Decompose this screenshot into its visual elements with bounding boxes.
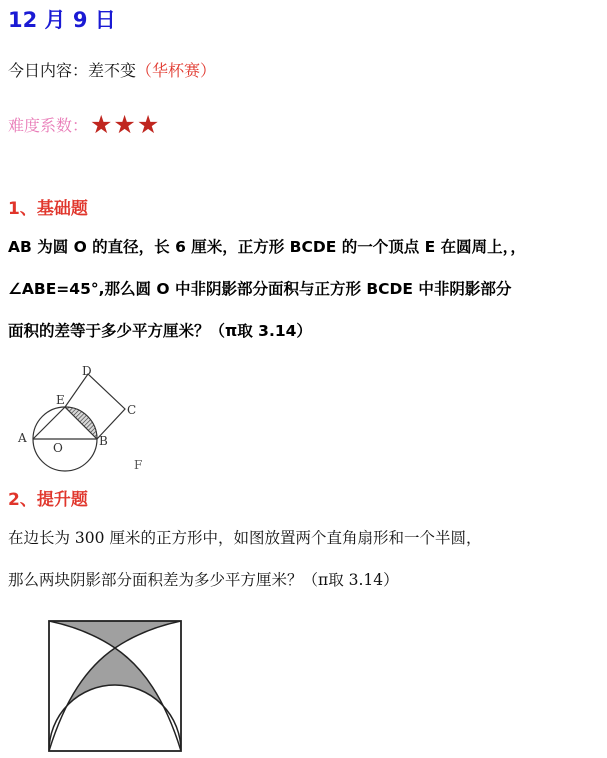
section2-line-1: 在边长为 300 厘米的正方形中，如图放置两个直角扇形和一个半圆， xyxy=(8,529,482,547)
stray-mark: F xyxy=(134,458,143,472)
difficulty-line xyxy=(8,110,160,139)
page-date: 12 月 9 日 xyxy=(8,8,116,32)
section2-title: 2、提升题 xyxy=(8,490,88,510)
label-d: D xyxy=(82,364,92,378)
label-o: O xyxy=(53,441,63,455)
section2-line-2: 那么两块阴影部分面积差为多少平方厘米？（π取 3.14） xyxy=(8,571,399,589)
section1-title: 1、基础题 xyxy=(8,199,88,219)
section1-line-2: ∠ABE=45°,那么圆 O 中非阴影部分面积与正方形 BCDE 中非阴影部分 xyxy=(8,280,512,298)
today-content-label: 今日内容：差不变 xyxy=(8,61,137,80)
label-c: C xyxy=(127,403,137,417)
section1-line-3: 面积的差等于多少平方厘米？（π取 3.14） xyxy=(8,322,312,340)
section2-geometry-figure xyxy=(47,619,183,753)
shaded-segment xyxy=(65,407,97,439)
section1-geometry-figure xyxy=(12,362,142,482)
section1-line-1: AB 为圆 O 的直径，长 6 厘米，正方形 BCDE 的一个顶点 E 在圆周上，， xyxy=(8,238,526,256)
label-b: B xyxy=(99,434,108,448)
difficulty-label: 难度系数： xyxy=(8,116,89,135)
today-content-line xyxy=(8,58,216,81)
content-source: （华杯赛） xyxy=(136,61,217,80)
difficulty-stars-icon: ★★★ xyxy=(90,110,161,139)
label-a: A xyxy=(18,431,27,445)
label-e: E xyxy=(56,393,65,407)
